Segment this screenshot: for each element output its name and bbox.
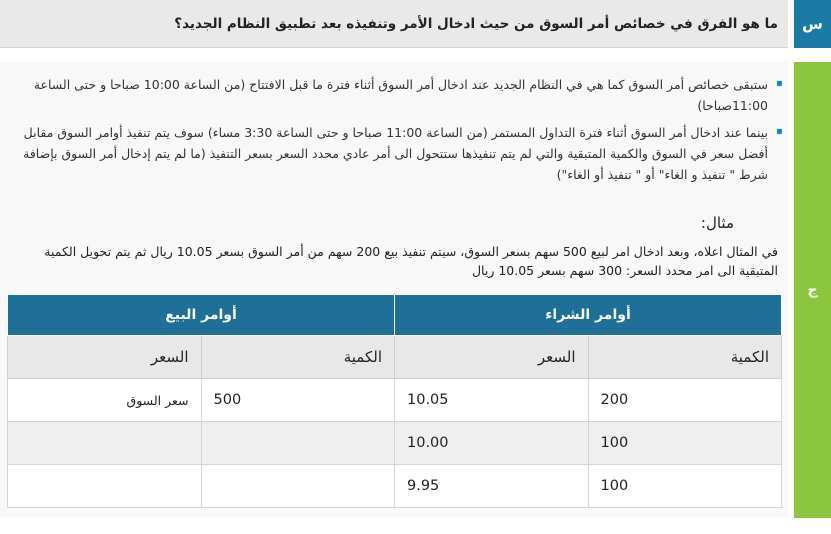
buy-price-header: السعر (395, 336, 589, 379)
sell-quantity-cell (201, 422, 395, 465)
sell-quantity-header: الكمية (201, 336, 395, 379)
question-bar (0, 0, 788, 48)
buy-price-cell: 10.00 (395, 422, 589, 465)
answer-bullet-list (6, 74, 784, 191)
sell-orders-header: أوامر البيع (8, 295, 395, 336)
example-text: في المثال اعلاه، وبعد ادخال امر لبيع 500 سهم بسعر السوق، سيتم تنفيذ بيع 200 سهم من أمر السوق بسعر 10.05 ريال ثم يتم تحويل الكمية المتبقية الى امر محدد السعر: 300 سهم بسعر 10.05 ريال (44, 244, 778, 278)
answer-panel (0, 62, 788, 518)
bullet-item (6, 122, 784, 185)
sell-price-cell: سعر السوق (8, 379, 202, 422)
table-group-header-row (8, 295, 782, 336)
sell-price-cell (8, 465, 202, 508)
buy-quantity-cell: 100 (588, 422, 782, 465)
bullet-item (6, 74, 784, 116)
buy-quantity-cell: 200 (588, 379, 782, 422)
table-row (8, 465, 782, 508)
buy-orders-header: أوامر الشراء (395, 295, 782, 336)
question-badge: س (794, 0, 831, 48)
table-column-header-row (8, 336, 782, 379)
sell-price-header: السعر (8, 336, 202, 379)
question-text: ما هو الفرق في خصائص أمر السوق من حيث ادخال الأمر وتنفيذه بعد تطبيق النظام الجديد؟ (174, 15, 778, 32)
table-row (8, 379, 782, 422)
bullet-text: ستبقى خصائص أمر السوق كما هي في النظام الجديد عند ادخال أمر السوق أثناء فترة ما قبل الافتتاح (من الساعة 10:00 صباحا و حتى الساعة 11:00صباحا) (33, 77, 768, 113)
sell-quantity-cell: 500 (201, 379, 395, 422)
buy-quantity-header: الكمية (588, 336, 782, 379)
bullet-text: بينما عند ادخال أمر السوق أثناء فترة التداول المستمر (من الساعة 11:00 صباحا و حتى الساعة 3:30 مساء) سوف يتم تنفيذ أوامر السوق مقابل أفضل سعر في السوق والكمية المتبقية والتي لم يتم تنفيذها ستتحول الى أمر عادي محدد السعر بسعر التنفيذ (ما لم يتم إدخال أمر السوق بإضافة شرط " تنفيذ و الغاء" أو " تنفيذ أو الغاء") (23, 125, 768, 182)
answer-badge: ج (794, 62, 831, 518)
sell-quantity-cell (201, 465, 395, 508)
bullet-square-icon (777, 81, 782, 86)
buy-price-cell: 10.05 (395, 379, 589, 422)
sell-price-cell (8, 422, 202, 465)
order-book-table (7, 294, 782, 508)
buy-price-cell: 9.95 (395, 465, 589, 508)
table-row (8, 422, 782, 465)
bullet-square-icon (777, 129, 782, 134)
buy-quantity-cell: 100 (588, 465, 782, 508)
example-title: مثال: (700, 214, 734, 232)
